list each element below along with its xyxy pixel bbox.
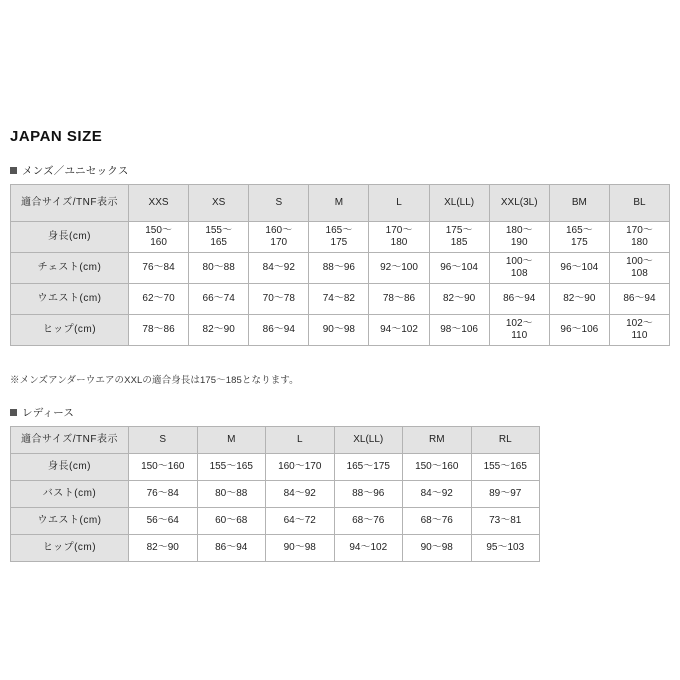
ladies-table-row: [11, 454, 540, 481]
mens-measure-cell: 102〜 110: [609, 315, 669, 346]
ladies-measure-cell: 95〜103: [471, 535, 540, 562]
ladies-measure-cell: 90〜98: [403, 535, 472, 562]
mens-measure-cell: 160〜 170: [249, 222, 309, 253]
ladies-measure-cell: 64〜72: [266, 508, 335, 535]
mens-measure-cell: 180〜 190: [489, 222, 549, 253]
ladies-measure-cell: 90〜98: [266, 535, 335, 562]
ladies-measure-cell: 88〜96: [334, 481, 403, 508]
mens-row-label: チェスト(cm): [11, 253, 129, 284]
mens-row-label: ウエスト(cm): [11, 284, 129, 315]
mens-header-row: [11, 185, 670, 222]
mens-measure-cell: 96〜104: [549, 253, 609, 284]
mens-measure-cell: 150〜 160: [129, 222, 189, 253]
ladies-measure-cell: 80〜88: [197, 481, 266, 508]
ladies-measure-cell: 165〜175: [334, 454, 403, 481]
ladies-table-row: [11, 481, 540, 508]
mens-measure-cell: 96〜106: [549, 315, 609, 346]
mens-measure-cell: 170〜 180: [369, 222, 429, 253]
mens-measure-cell: 84〜92: [249, 253, 309, 284]
mens-measure-cell: 165〜 175: [309, 222, 369, 253]
mens-measure-cell: 155〜 165: [189, 222, 249, 253]
mens-header-cell: XL(LL): [429, 185, 489, 222]
mens-measure-cell: 86〜94: [249, 315, 309, 346]
ladies-measure-cell: 150〜160: [129, 454, 198, 481]
ladies-header-cell: XL(LL): [334, 427, 403, 454]
ladies-measure-cell: 160〜170: [266, 454, 335, 481]
mens-header-size-label: 適合サイズ/TNF表示: [11, 185, 129, 222]
mens-measure-cell: 90〜98: [309, 315, 369, 346]
ladies-measure-cell: 68〜76: [334, 508, 403, 535]
ladies-measure-cell: 89〜97: [471, 481, 540, 508]
mens-measure-cell: 102〜 110: [489, 315, 549, 346]
ladies-measure-cell: 84〜92: [403, 481, 472, 508]
mens-row-label: ヒップ(cm): [11, 315, 129, 346]
ladies-section-label-text: レディース: [22, 407, 75, 419]
mens-size-block: [10, 163, 670, 346]
ladies-header-size-label: 適合サイズ/TNF表示: [11, 427, 129, 454]
mens-measure-cell: 170〜 180: [609, 222, 669, 253]
ladies-size-table: [10, 426, 540, 562]
mens-measure-cell: 92〜100: [369, 253, 429, 284]
mens-header-cell: L: [369, 185, 429, 222]
ladies-measure-cell: 76〜84: [129, 481, 198, 508]
mens-table-row: [11, 315, 670, 346]
mens-header-cell: XXS: [129, 185, 189, 222]
ladies-measure-cell: 94〜102: [334, 535, 403, 562]
mens-header-cell: XS: [189, 185, 249, 222]
square-bullet-icon: [10, 409, 17, 416]
mens-measure-cell: 80〜88: [189, 253, 249, 284]
mens-measure-cell: 165〜 175: [549, 222, 609, 253]
mens-header-cell: BL: [609, 185, 669, 222]
mens-table-row: [11, 284, 670, 315]
ladies-header-row: [11, 427, 540, 454]
mens-measure-cell: 82〜90: [549, 284, 609, 315]
mens-header-cell: M: [309, 185, 369, 222]
ladies-measure-cell: 73〜81: [471, 508, 540, 535]
ladies-measure-cell: 155〜165: [471, 454, 540, 481]
mens-measure-cell: 76〜84: [129, 253, 189, 284]
square-bullet-icon: [10, 167, 17, 174]
ladies-measure-cell: 68〜76: [403, 508, 472, 535]
mens-measure-cell: 100〜 108: [609, 253, 669, 284]
mens-measure-cell: 88〜96: [309, 253, 369, 284]
ladies-row-label: ヒップ(cm): [11, 535, 129, 562]
mens-table-note: ※メンズアンダーウエアのXXLの適合身長は175〜185となります。: [10, 375, 299, 386]
mens-measure-cell: 66〜74: [189, 284, 249, 315]
ladies-measure-cell: 86〜94: [197, 535, 266, 562]
mens-table-row: [11, 253, 670, 284]
mens-measure-cell: 96〜104: [429, 253, 489, 284]
mens-measure-cell: 94〜102: [369, 315, 429, 346]
ladies-measure-cell: 150〜160: [403, 454, 472, 481]
mens-section-label-text: メンズ／ユニセックス: [22, 165, 129, 177]
ladies-section-label: [10, 405, 670, 420]
mens-measure-cell: 82〜90: [429, 284, 489, 315]
page-title: JAPAN SIZE: [10, 128, 103, 146]
ladies-row-label: ウエスト(cm): [11, 508, 129, 535]
mens-measure-cell: 82〜90: [189, 315, 249, 346]
mens-measure-cell: 74〜82: [309, 284, 369, 315]
ladies-measure-cell: 84〜92: [266, 481, 335, 508]
ladies-table-row: [11, 535, 540, 562]
mens-measure-cell: 100〜 108: [489, 253, 549, 284]
ladies-header-cell: M: [197, 427, 266, 454]
ladies-measure-cell: 56〜64: [129, 508, 198, 535]
mens-measure-cell: 62〜70: [129, 284, 189, 315]
mens-section-label: [10, 163, 670, 178]
mens-measure-cell: 78〜86: [129, 315, 189, 346]
ladies-row-label: 身長(cm): [11, 454, 129, 481]
ladies-header-cell: RM: [403, 427, 472, 454]
ladies-measure-cell: 82〜90: [129, 535, 198, 562]
ladies-header-cell: L: [266, 427, 335, 454]
mens-measure-cell: 86〜94: [609, 284, 669, 315]
ladies-measure-cell: 60〜68: [197, 508, 266, 535]
mens-header-cell: S: [249, 185, 309, 222]
mens-header-cell: XXL(3L): [489, 185, 549, 222]
mens-measure-cell: 98〜106: [429, 315, 489, 346]
mens-row-label: 身長(cm): [11, 222, 129, 253]
mens-measure-cell: 78〜86: [369, 284, 429, 315]
ladies-row-label: バスト(cm): [11, 481, 129, 508]
ladies-measure-cell: 155〜165: [197, 454, 266, 481]
ladies-table-row: [11, 508, 540, 535]
mens-measure-cell: 86〜94: [489, 284, 549, 315]
ladies-size-block: [10, 405, 670, 562]
mens-size-table: [10, 184, 670, 346]
ladies-header-cell: S: [129, 427, 198, 454]
mens-measure-cell: 175〜 185: [429, 222, 489, 253]
mens-table-row: [11, 222, 670, 253]
mens-measure-cell: 70〜78: [249, 284, 309, 315]
mens-header-cell: BM: [549, 185, 609, 222]
ladies-header-cell: RL: [471, 427, 540, 454]
